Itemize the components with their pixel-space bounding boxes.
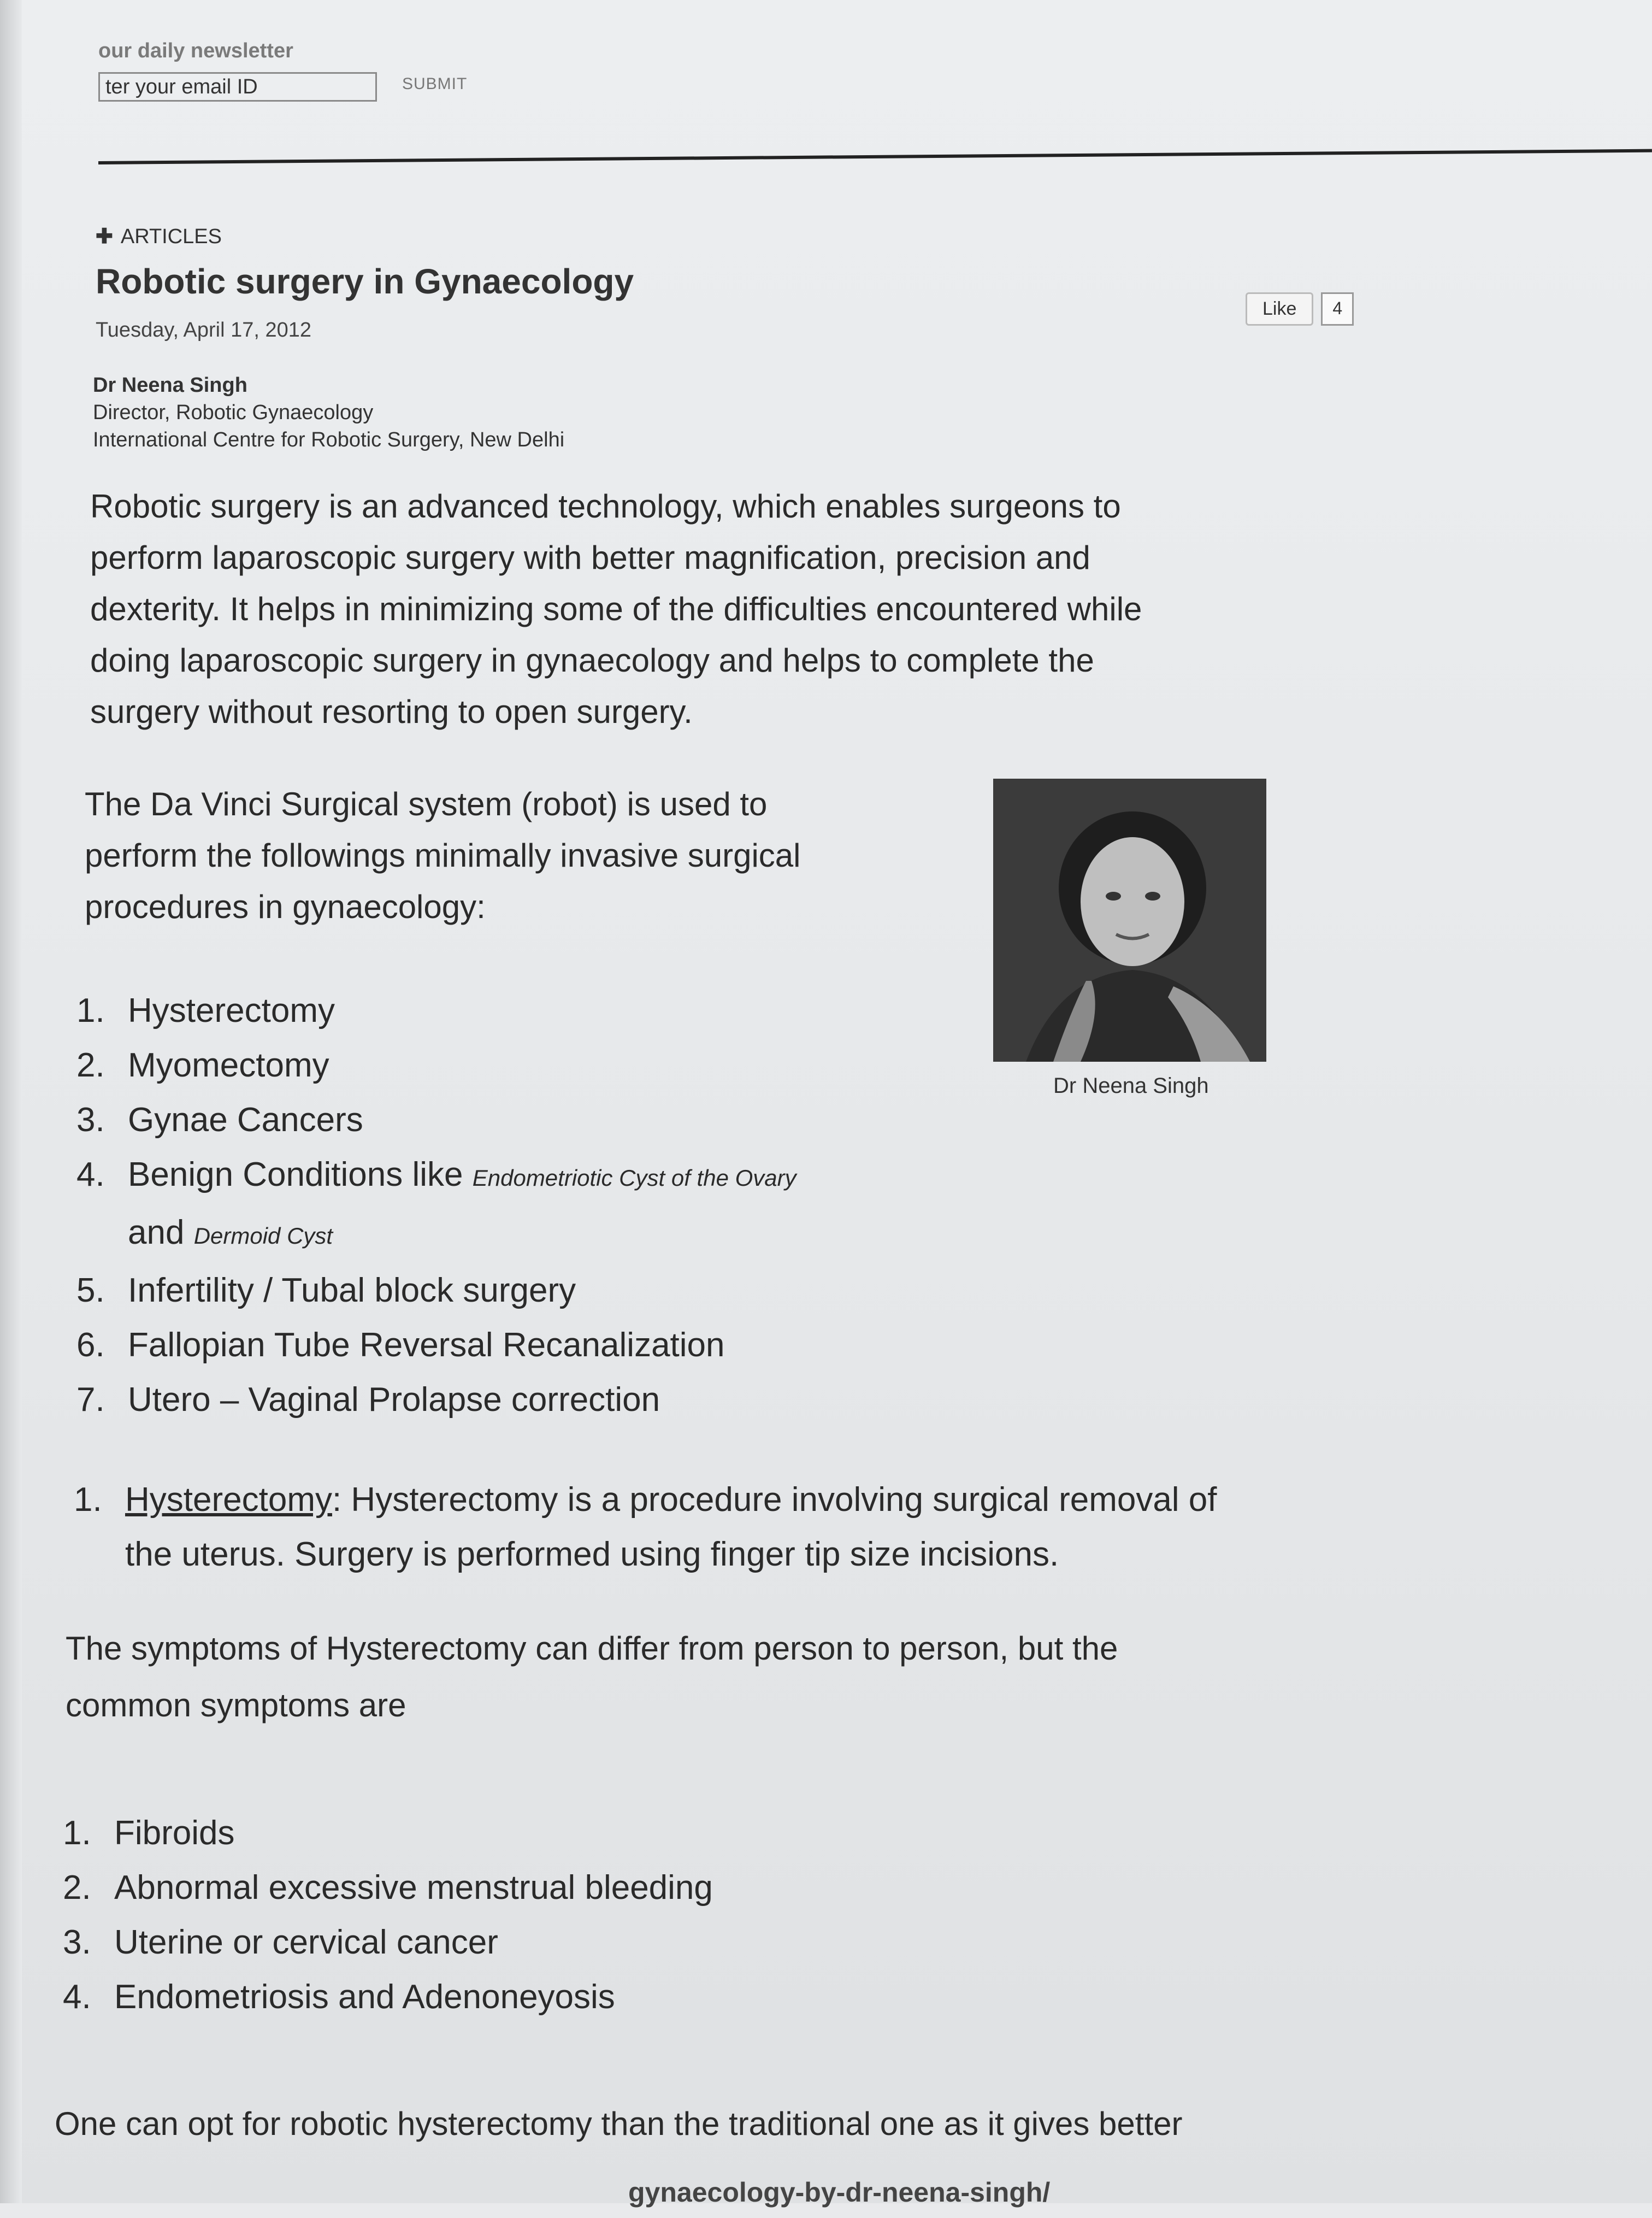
author-name: Dr Neena Singh [93, 374, 247, 397]
list-item: 2. Abnormal excessive menstrual bleeding [63, 1869, 713, 1907]
list-item: 1. Hysterectomy: Hysterectomy is a procedure involving surgical removal of [74, 1481, 1217, 1519]
newsletter-label: our daily newsletter [98, 39, 293, 62]
article-title: Robotic surgery in Gynaecology [96, 262, 634, 301]
list-item: 5. Infertility / Tubal block surgery [76, 1272, 576, 1309]
footer-url[interactable]: gynaecology-by-dr-neena-singh/ [628, 2177, 1051, 2208]
list-item: 3. Gynae Cancers [76, 1101, 363, 1139]
author-photo [993, 779, 1266, 1062]
list-item: 1. Hysterectomy [76, 992, 335, 1029]
email-input[interactable] [98, 72, 377, 102]
davinci-line: procedures in gynaecology: [85, 889, 486, 925]
plus-icon: ✚ [96, 225, 113, 248]
hysterectomy-term: Hysterectomy [125, 1481, 332, 1519]
like-button[interactable]: Like [1246, 292, 1313, 326]
section-label[interactable] [96, 224, 222, 249]
hysterectomy-section [74, 1473, 1217, 1582]
author-org: International Centre for Robotic Surgery, New Delhi [93, 428, 565, 451]
intro-line: perform laparoscopic surgery with better magnification, precision and [90, 539, 1090, 576]
davinci-line: perform the followings minimally invasive surgical [85, 837, 801, 874]
intro-line: Robotic surgery is an advanced technology, which enables surgeons to [90, 488, 1121, 525]
list-item: 3. Uterine or cervical cancer [63, 1923, 498, 1961]
list-item: 6. Fallopian Tube Reversal Recanalization [76, 1326, 725, 1364]
intro-line: dexterity. It helps in minimizing some of the difficulties encountered while [90, 591, 1142, 627]
author-block [93, 372, 564, 454]
submit-button[interactable]: SUBMIT [399, 74, 470, 94]
list-item: 1. Fibroids [63, 1814, 235, 1852]
intro-line: doing laparoscopic surgery in gynaecology and helps to complete the [90, 642, 1094, 679]
photo-caption: Dr Neena Singh [1053, 1074, 1209, 1098]
like-count: 4 [1321, 292, 1354, 326]
author-role: Director, Robotic Gynaecology [93, 401, 374, 424]
list-item-continuation: the uterus. Surgery is performed using finger tip size incisions. [125, 1535, 1059, 1573]
symptoms-list [63, 1806, 713, 2025]
symptoms-paragraph [66, 1620, 1118, 1734]
closing-paragraph: One can opt for robotic hysterectomy than the traditional one as it gives better [55, 2105, 1183, 2142]
section-label-text: ARTICLES [120, 225, 222, 248]
symptoms-line: common symptoms are [66, 1687, 406, 1723]
like-widget [1246, 292, 1354, 326]
symptoms-line: The symptoms of Hysterectomy can differ from person to person, but the [66, 1630, 1118, 1667]
list-item: 7. Utero – Vaginal Prolapse correction [76, 1381, 660, 1419]
intro-line: surgery without resorting to open surgery. [90, 693, 693, 730]
list-item-continuation: and Dermoid Cyst [128, 1214, 333, 1251]
page-spine-shadow [0, 0, 22, 2203]
list-item: 4. Endometriosis and Adenoneyosis [63, 1978, 615, 2016]
list-item: 4. Benign Conditions like Endometriotic Cyst of the Ovary [76, 1156, 796, 1193]
procedures-list [76, 984, 796, 1427]
intro-paragraph [90, 481, 1142, 738]
article-date: Tuesday, April 17, 2012 [96, 319, 312, 342]
list-item: 2. Myomectomy [76, 1046, 329, 1084]
portrait-image [993, 779, 1266, 1062]
davinci-paragraph [85, 779, 800, 933]
davinci-line: The Da Vinci Surgical system (robot) is used to [85, 786, 768, 822]
